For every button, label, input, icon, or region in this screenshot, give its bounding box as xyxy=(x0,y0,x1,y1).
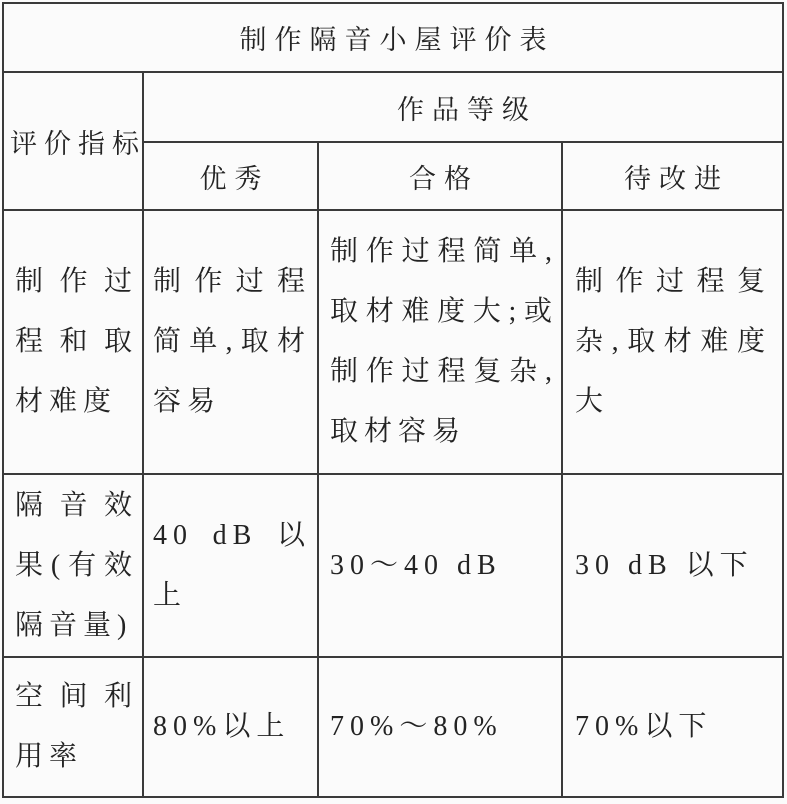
indicator-text: 制作过程和取材难度 xyxy=(15,266,138,417)
indicator-text: 空间利用率 xyxy=(15,681,138,772)
qualified-text: 制作过程简单,取材难度大;或制作过程复杂,取材容易 xyxy=(330,236,558,447)
grade-header-text: 作品等级 xyxy=(397,94,537,125)
excellent-cell xyxy=(144,211,317,473)
grade-level-label: 优秀 xyxy=(199,163,270,194)
excellent-cell xyxy=(144,658,317,796)
excellent-text: 制作过程简单,取材容易 xyxy=(153,266,311,417)
table-title xyxy=(4,4,782,71)
qualified-text: 70%～80% xyxy=(330,711,503,742)
grade-level-excellent xyxy=(144,143,317,209)
qualified-cell xyxy=(319,658,561,796)
indicator-cell xyxy=(4,658,142,796)
grade-level-label: 合格 xyxy=(409,163,479,194)
table-title-text: 制作隔音小屋评价表 xyxy=(239,25,555,55)
needs-improvement-text: 70%以下 xyxy=(575,711,713,742)
grade-header xyxy=(144,73,782,141)
excellent-text: 80%以上 xyxy=(153,711,291,742)
indicator-header-text: 评价指标 xyxy=(10,128,146,159)
qualified-cell xyxy=(319,475,561,656)
grade-level-needs-improvement xyxy=(563,143,782,209)
indicator-cell xyxy=(4,211,142,473)
qualified-text: 30～40 dB xyxy=(330,549,502,581)
needs-improvement-text: 制作过程复杂,取材难度大 xyxy=(575,266,771,417)
indicator-text: 隔音效果(有效隔音量) xyxy=(15,489,138,641)
needs-improvement-cell xyxy=(563,658,782,796)
grade-level-label: 待改进 xyxy=(624,163,729,194)
needs-improvement-cell xyxy=(563,211,782,473)
qualified-cell xyxy=(319,211,561,473)
grade-level-qualified xyxy=(319,143,561,209)
indicator-header xyxy=(4,73,146,209)
indicator-cell xyxy=(4,475,142,656)
excellent-cell xyxy=(144,475,317,656)
needs-improvement-text: 30 dB 以下 xyxy=(575,549,754,581)
grid-line xyxy=(782,2,784,798)
excellent-text: 40 dB 以上 xyxy=(153,519,311,611)
grid-line xyxy=(2,796,784,798)
needs-improvement-cell xyxy=(563,475,782,656)
